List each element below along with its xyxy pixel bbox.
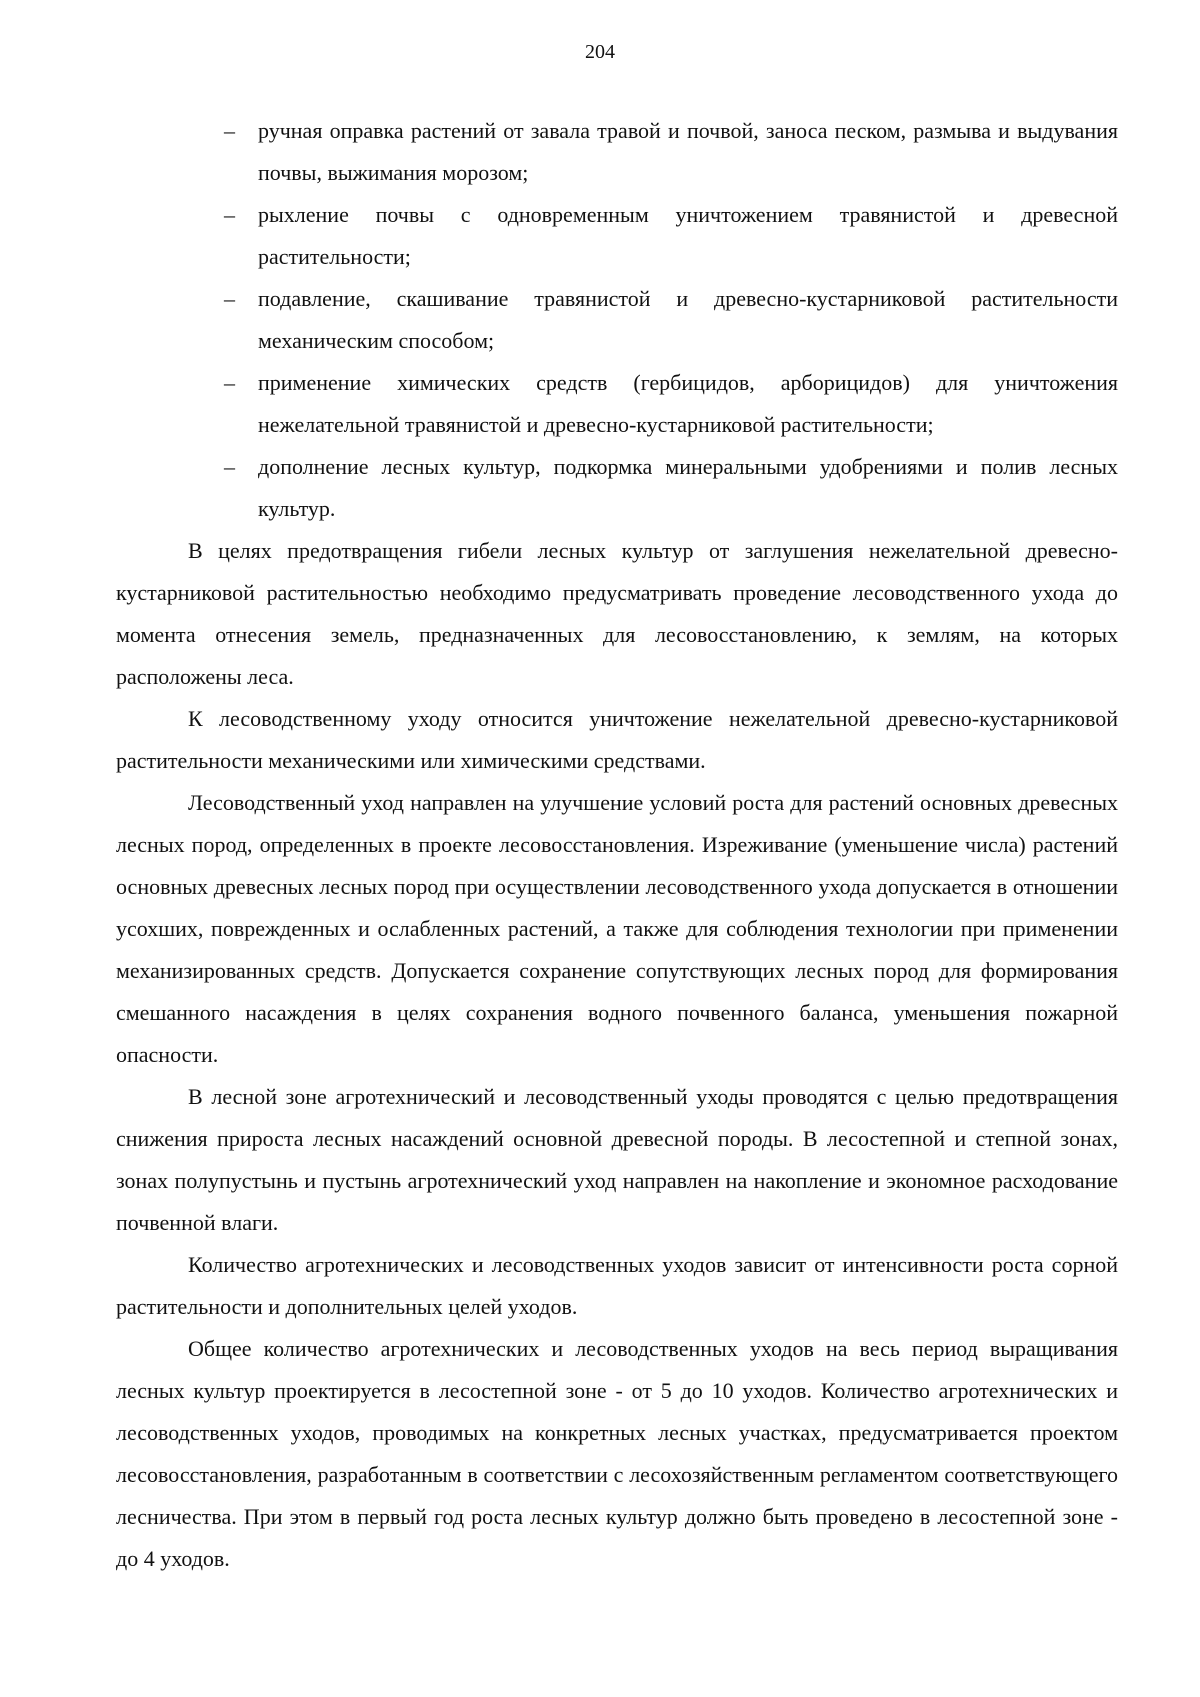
bullet-dash: – <box>224 286 235 311</box>
bullet-text: рыхление почвы с одновременным уничтожением травянистой и древесной растительности; <box>258 202 1118 269</box>
bullet-dash: – <box>224 118 235 143</box>
bullet-dash: – <box>224 370 235 395</box>
paragraph-total-care: Общее количество агротехнических и лесоводственных уходов на весь период выращивания лесных культур проектируется в лесостепной зоне - от 5 до 10 уходов. Количество агротехнических и лесоводственных уходов, проводимых на конкретных лесных участках, предусматривается проектом лесовосстановления, разработанным в соответствии с лесохозяйственным регламентом соответствующего лесничества. При этом в первый год роста лесных культур должно быть проведено в лесостепной зоне - до 4 уходов. <box>116 1336 1118 1571</box>
bullet-item <box>116 362 1118 446</box>
bullet-item <box>116 194 1118 278</box>
bullet-dash: – <box>224 202 235 227</box>
bullet-item <box>116 446 1118 530</box>
paragraph-zones: В лесной зоне агротехнический и лесоводственный уходы проводятся с целью предотвращения снижения прироста лесных насаждений основной древесной породы. В лесостепной и степной зонах, зонах полупустынь и пустынь агротехнический уход направлен на накопление и экономное расходование почвенной влаги. <box>116 1084 1118 1235</box>
paragraph-care-count: Количество агротехнических и лесоводственных уходов зависит от интенсивности роста сорной растительности и дополнительных целей уходов. <box>116 1252 1118 1319</box>
bullet-item <box>116 110 1118 194</box>
page-content <box>116 110 1118 1580</box>
page-number: 204 <box>585 41 615 63</box>
bullet-text: ручная оправка растений от завала травой и почвой, заноса песком, размыва и выдувания почвы, выжимания морозом; <box>258 118 1118 185</box>
bullet-text: подавление, скашивание травянистой и древесно-кустарниковой растительности механическим способом; <box>258 286 1118 353</box>
bullet-item <box>116 278 1118 362</box>
bullet-text: применение химических средств (гербицидов, арборицидов) для уничтожения нежелательной травянистой и древесно-кустарниковой растительности; <box>258 370 1118 437</box>
paragraph-care-purpose: Лесоводственный уход направлен на улучшение условий роста для растений основных древесных лесных пород, определенных в проекте лесовосстановления. Изреживание (уменьшение числа) растений основных древесных лесных пород при осуществлении лесоводственного ухода допускается в отношении усохших, поврежденных и ослабленных растений, а также для соблюдения технологии при применении механизированных средств. Допускается сохранение сопутствующих лесных пород для формирования смешанного насаждения в целях сохранения водного почвенного баланса, уменьшения пожарной опасности. <box>116 790 1118 1067</box>
paragraph-silvicultural-care: К лесоводственному уходу относится уничтожение нежелательной древесно-кустарниковой растительности механическими или химическими средствами. <box>116 706 1118 773</box>
bullet-text: дополнение лесных культур, подкормка минеральными удобрениями и полив лесных культур. <box>258 454 1118 521</box>
bullet-dash: – <box>224 454 235 479</box>
paragraph-prevention: В целях предотвращения гибели лесных культур от заглушения нежелательной древесно-кустарниковой растительностью необходимо предусматривать проведение лесоводственного ухода до момента отнесения земель, предназначенных для лесовосстановлению, к землям, на которых расположены леса. <box>116 538 1118 689</box>
bullet-list <box>116 110 1118 530</box>
